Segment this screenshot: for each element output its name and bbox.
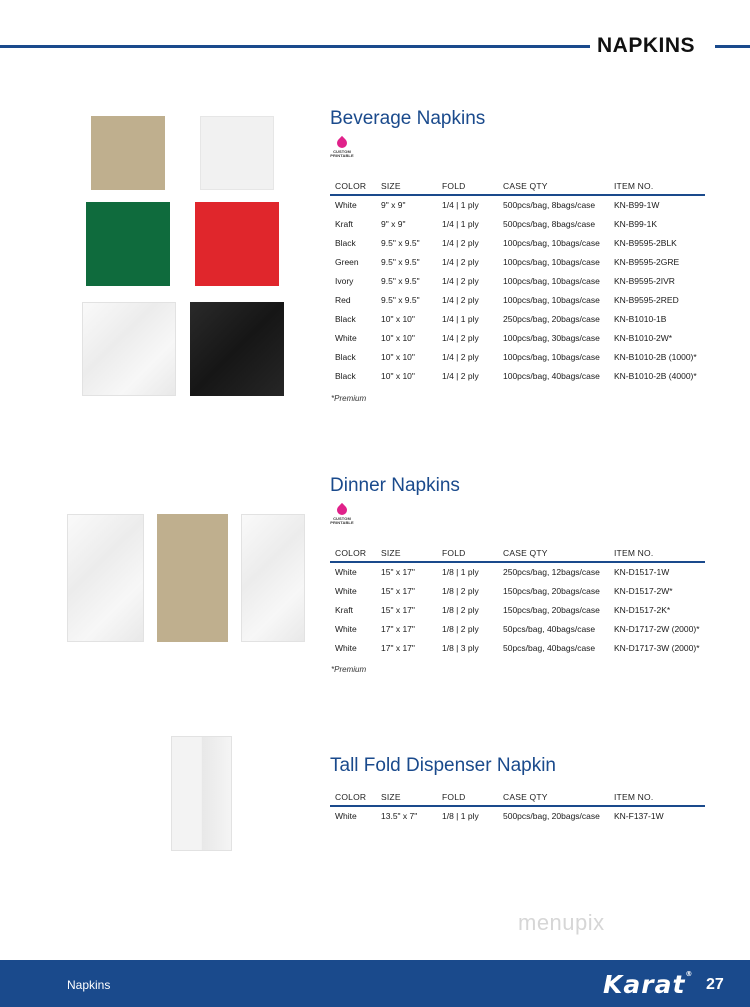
swatch-green-napkin <box>86 202 170 286</box>
header-rule-left <box>0 45 590 48</box>
cell-item-no: KN-B9595-2GRE <box>614 256 680 267</box>
cell-item-no: KN-F137-1W <box>614 811 664 821</box>
cell-size: 10" x 10" <box>381 332 415 343</box>
table-header-row <box>330 177 705 195</box>
cell-size: 17" x 17" <box>381 642 415 653</box>
cell-size: 9" x 9" <box>381 200 406 210</box>
cell-fold: 1/4 | 1 ply <box>442 218 479 229</box>
header-rule-right <box>715 45 750 48</box>
swatch-black-napkin <box>190 302 284 396</box>
cell-item-no: KN-B9595-2RED <box>614 294 679 305</box>
cell-size: 9" x 9" <box>381 218 406 229</box>
col-case-qty: CASE QTY <box>498 177 609 195</box>
cell-fold: 1/4 | 2 ply <box>442 332 479 343</box>
ink-drop-icon <box>335 503 349 517</box>
cell-case-qty: 50pcs/bag, 40bags/case <box>503 623 596 634</box>
cell-item-no: KN-B1010-2B (1000)* <box>614 351 697 362</box>
footer-section-label: Napkins <box>67 978 111 992</box>
swatch-white-2ply-napkin <box>82 302 176 396</box>
swatch-dinner-white-folded-napkin <box>241 514 305 642</box>
table-row <box>330 309 705 328</box>
beverage-table <box>330 177 705 385</box>
table-row <box>330 638 705 657</box>
cell-fold: 1/4 | 2 ply <box>442 351 479 362</box>
cell-color: White <box>335 332 357 343</box>
watermark: menupix <box>518 910 605 935</box>
cell-fold: 1/4 | 1 ply <box>442 313 479 324</box>
cell-case-qty: 500pcs/bag, 8bags/case <box>503 218 596 229</box>
table-row <box>330 562 705 581</box>
cell-color: Kraft <box>335 604 353 615</box>
cell-item-no: KN-B99-1K <box>614 218 657 229</box>
cell-fold: 1/8 | 1 ply <box>442 567 479 577</box>
karat-logo-text: Karat <box>603 970 686 999</box>
cell-case-qty: 100pcs/bag, 30bags/case <box>503 332 600 343</box>
tallfold-table <box>330 788 705 825</box>
table-header-row <box>330 788 705 806</box>
cell-size: 13.5" x 7" <box>381 811 418 821</box>
table-row <box>330 214 705 233</box>
cell-color: White <box>335 623 357 634</box>
cell-item-no: KN-B99-1W <box>614 200 660 210</box>
cell-size: 15" x 17" <box>381 567 415 577</box>
table-row <box>330 581 705 600</box>
cell-fold: 1/8 | 2 ply <box>442 585 479 596</box>
table-row <box>330 619 705 638</box>
cell-color: White <box>335 585 357 596</box>
cell-case-qty: 100pcs/bag, 10bags/case <box>503 237 600 248</box>
cell-color: White <box>335 642 357 653</box>
cell-case-qty: 100pcs/bag, 40bags/case <box>503 370 600 381</box>
col-case-qty: CASE QTY <box>498 544 609 562</box>
cell-size: 9.5" x 9.5" <box>381 237 420 248</box>
table-row <box>330 328 705 347</box>
col-fold: FOLD <box>437 788 498 806</box>
cell-size: 15" x 17" <box>381 604 415 615</box>
cell-color: Green <box>335 256 359 267</box>
registered-mark: ® <box>685 970 694 978</box>
cell-item-no: KN-D1517-2K* <box>614 604 671 615</box>
col-item-no: ITEM NO. <box>609 544 705 562</box>
col-size: SIZE <box>376 788 437 806</box>
cell-color: White <box>335 200 357 210</box>
dinner-table <box>330 544 705 657</box>
dinner-footnote: *Premium <box>331 665 367 674</box>
cell-fold: 1/4 | 2 ply <box>442 256 479 267</box>
cell-case-qty: 150pcs/bag, 20bags/case <box>503 585 600 596</box>
cell-size: 15" x 17" <box>381 585 415 596</box>
cell-case-qty: 150pcs/bag, 20bags/case <box>503 604 600 615</box>
cell-item-no: KN-B9595-2IVR <box>614 275 675 286</box>
col-item-no: ITEM NO. <box>609 177 705 195</box>
col-size: SIZE <box>376 544 437 562</box>
table-row <box>330 233 705 252</box>
custom-printable-text: CUSTOM PRINTABLE <box>330 516 354 525</box>
table-row <box>330 290 705 309</box>
page-title: NAPKINS <box>597 34 696 57</box>
cell-fold: 1/4 | 2 ply <box>442 370 479 381</box>
beverage-section-title: Beverage Napkins <box>330 108 486 129</box>
cell-color: White <box>335 567 357 577</box>
cell-item-no: KN-D1717-2W (2000)* <box>614 623 700 634</box>
cell-fold: 1/4 | 2 ply <box>442 275 479 286</box>
cell-color: Black <box>335 370 356 381</box>
cell-color: White <box>335 811 357 821</box>
cell-fold: 1/4 | 2 ply <box>442 294 479 305</box>
dinner-section-title: Dinner Napkins <box>330 475 460 496</box>
cell-case-qty: 100pcs/bag, 10bags/case <box>503 275 600 286</box>
cell-size: 9.5" x 9.5" <box>381 256 420 267</box>
cell-size: 17" x 17" <box>381 623 415 634</box>
cell-size: 10" x 10" <box>381 370 415 381</box>
cell-case-qty: 500pcs/bag, 8bags/case <box>503 200 596 210</box>
col-color: COLOR <box>330 177 376 195</box>
cell-color: Kraft <box>335 218 353 229</box>
custom-printable-text: CUSTOM PRINTABLE <box>330 149 354 158</box>
table-row <box>330 195 705 214</box>
cell-fold: 1/8 | 3 ply <box>442 642 479 653</box>
col-fold: FOLD <box>437 544 498 562</box>
col-case-qty: CASE QTY <box>498 788 609 806</box>
table-row <box>330 271 705 290</box>
cell-item-no: KN-B1010-1B <box>614 313 667 324</box>
cell-item-no: KN-B9595-2BLK <box>614 237 677 248</box>
cell-color: Black <box>335 313 356 324</box>
col-color: COLOR <box>330 788 376 806</box>
table-row <box>330 347 705 366</box>
cell-item-no: KN-B1010-2B (4000)* <box>614 370 697 381</box>
beverage-footnote: *Premium <box>331 394 367 403</box>
cell-case-qty: 100pcs/bag, 10bags/case <box>503 256 600 267</box>
tallfold-section-title: Tall Fold Dispenser Napkin <box>330 755 556 776</box>
cell-item-no: KN-B1010-2W* <box>614 332 673 343</box>
swatch-dinner-kraft-napkin <box>157 514 228 642</box>
table-row <box>330 366 705 385</box>
swatch-dinner-white-napkin <box>67 514 144 642</box>
cell-size: 10" x 10" <box>381 351 415 362</box>
col-item-no: ITEM NO. <box>609 788 705 806</box>
cell-size: 9.5" x 9.5" <box>381 294 420 305</box>
cell-case-qty: 250pcs/bag, 20bags/case <box>503 313 600 324</box>
col-size: SIZE <box>376 177 437 195</box>
table-row <box>330 600 705 619</box>
table-header-row <box>330 544 705 562</box>
swatch-kraft-napkin <box>91 116 165 190</box>
cell-fold: 1/8 | 2 ply <box>442 604 479 615</box>
cell-case-qty: 100pcs/bag, 10bags/case <box>503 351 600 362</box>
custom-printable-badge <box>330 505 354 525</box>
col-fold: FOLD <box>437 177 498 195</box>
cell-fold: 1/4 | 1 ply <box>442 200 479 210</box>
cell-case-qty: 50pcs/bag, 40bags/case <box>503 642 596 653</box>
footer-bar <box>0 960 750 1007</box>
cell-case-qty: 100pcs/bag, 10bags/case <box>503 294 600 305</box>
cell-color: Black <box>335 351 356 362</box>
page-number: 27 <box>706 976 724 993</box>
swatch-red-napkin <box>195 202 279 286</box>
ink-drop-icon <box>335 136 349 150</box>
table-row <box>330 252 705 271</box>
cell-fold: 1/8 | 1 ply <box>442 811 479 821</box>
cell-fold: 1/8 | 2 ply <box>442 623 479 634</box>
cell-case-qty: 250pcs/bag, 12bags/case <box>503 567 600 577</box>
cell-color: Red <box>335 294 351 305</box>
cell-item-no: KN-D1517-2W* <box>614 585 673 596</box>
cell-color: Black <box>335 237 356 248</box>
table-row <box>330 806 705 825</box>
cell-item-no: KN-D1517-1W <box>614 567 670 577</box>
cell-size: 9.5" x 9.5" <box>381 275 420 286</box>
swatch-white-napkin <box>200 116 274 190</box>
cell-fold: 1/4 | 2 ply <box>442 237 479 248</box>
cell-item-no: KN-D1717-3W (2000)* <box>614 642 700 653</box>
karat-logo <box>603 970 693 999</box>
custom-printable-badge <box>330 138 354 158</box>
cell-color: Ivory <box>335 275 354 286</box>
cell-size: 10" x 10" <box>381 313 415 324</box>
swatch-tall-fold-napkin <box>171 736 232 851</box>
cell-case-qty: 500pcs/bag, 20bags/case <box>503 811 600 821</box>
col-color: COLOR <box>330 544 376 562</box>
